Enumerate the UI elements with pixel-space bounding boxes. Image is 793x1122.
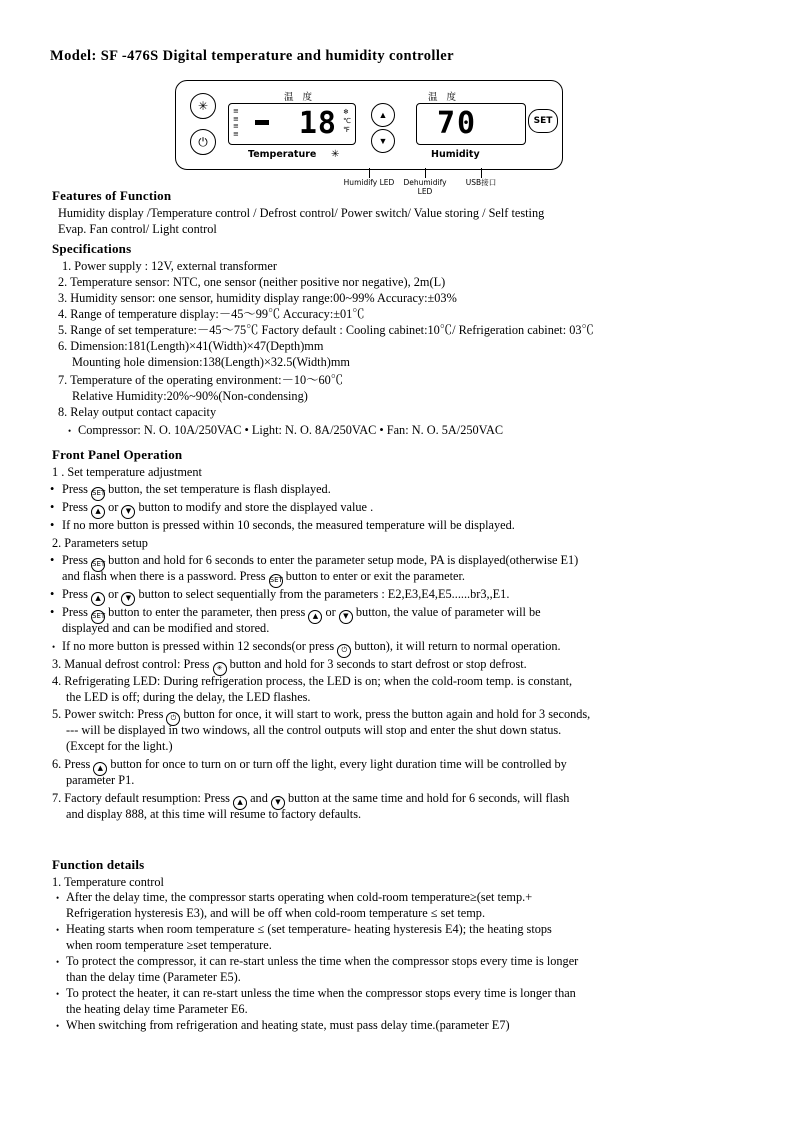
device-callouts <box>175 172 565 202</box>
front-panel-heading: Front Panel Operation <box>52 447 183 462</box>
fp-7-pre: 7. Factory default resumption: Press <box>52 791 230 805</box>
down-arrow-icon: ▼ <box>271 796 285 810</box>
fp-1-1-post: button, the set temperature is flash displayed. <box>108 482 331 496</box>
spec-item-1: 1. Power supply : 12V, external transformer <box>62 259 277 273</box>
fp-2-4-pre: If no more button is pressed within 12 seconds(or press <box>62 639 335 653</box>
defrost-snow-icon[interactable]: ✳ <box>190 93 216 119</box>
fd-bullet-4-line1: • To protect the heater, it can re-start unless the time when the compressor stops every time is longer than <box>66 986 576 1002</box>
humidity-value: 70 <box>437 106 478 141</box>
spec-item-3: 3. Humidity sensor: one sensor, humidity display range:00~99% Accuracy:±03% <box>58 291 457 305</box>
fp-2-2-pre: Press <box>62 587 88 601</box>
fp-3-pre: 3. Manual defrost control: Press <box>52 657 210 671</box>
down-arrow-icon: ▼ <box>121 592 135 606</box>
fahrenheit-unit-icon: ℉ <box>343 126 350 134</box>
callout-lead-1 <box>369 168 370 178</box>
fp-2-2-mid: or <box>108 587 119 601</box>
fp-item-2-bullet-4 <box>62 639 561 658</box>
fp-7-mid: and <box>250 791 268 805</box>
down-arrow-button[interactable]: ▼ <box>371 129 395 153</box>
fp-item-5-line2: --- will be displayed in two windows, all the control outputs will stop and enter the shut down status. <box>66 723 562 737</box>
fp-1-1-pre: Press <box>62 482 88 496</box>
fp-6-pre: 6. Press <box>52 757 91 771</box>
fp-2-1-l2a: and flash when there is a password. Press <box>62 569 266 583</box>
device-panel <box>175 80 563 170</box>
power-icon[interactable]: ⏻ <box>190 129 216 155</box>
fp-2-3-pre: Press <box>62 605 88 619</box>
callout-humidify-led: Humidify LED <box>343 178 395 187</box>
down-arrow-icon: ▼ <box>339 610 353 624</box>
up-arrow-icon: ▲ <box>91 592 105 606</box>
defrost-panel-icon: ✳ <box>331 149 340 160</box>
set-button-icon: SET <box>91 558 105 572</box>
features-line-2: Evap. Fan control/ Light control <box>58 222 217 236</box>
callout-lead-3 <box>481 168 482 178</box>
page-title: Model: SF -476S Digital temperature and humidity controller <box>50 48 454 64</box>
fp-3-post: button and hold for 3 seconds to start defrost or stop defrost. <box>229 657 527 671</box>
minus-sign-indicator <box>255 120 269 125</box>
set-button-icon: SET <box>269 574 283 588</box>
humidity-label-chinese-text: 温 度 <box>428 92 460 103</box>
set-button-icon: SET <box>91 487 105 501</box>
fp-2-2-post: button to select sequentially from the parameters : E2,E3,E4,E5......br3,,E1. <box>138 587 510 601</box>
fp-item-4-line2: the LED is off; during the delay, the LED flashes. <box>66 690 311 704</box>
fp-1-2-mid: or <box>108 500 119 514</box>
temperature-unit-icons <box>343 108 351 135</box>
fd-bullet-4-line2: the heating delay time Parameter E6. <box>66 1002 248 1016</box>
set-button-icon: SET <box>91 610 105 624</box>
spec-item-6-sub: Mounting hole dimension:138(Length)×32.5(Width)mm <box>72 355 350 369</box>
set-button[interactable]: SET <box>528 109 558 133</box>
up-arrow-button[interactable]: ▲ <box>371 103 395 127</box>
humidity-display <box>416 103 526 145</box>
temperature-caption: Temperature <box>248 149 317 160</box>
function-details-heading: Function details <box>52 857 145 872</box>
fd-bullet-3-line2: than the delay time (Parameter E5). <box>66 970 241 984</box>
fp-2-1-post: button and hold for 6 seconds to enter the parameter setup mode, PA is displayed(otherwise E1) <box>108 553 579 567</box>
spec-item-7: 7. Temperature of the operating environment:－10～60℃ <box>58 373 344 387</box>
fd-bullet-3-line1: • To protect the compressor, it can re-start unless the time when the compressor stops every time is longer <box>66 954 578 970</box>
defrost-snow-icon: ✳ <box>213 662 227 676</box>
callout-usb-port: USB接口 <box>465 178 497 187</box>
spec-item-6: 6. Dimension:181(Length)×41(Width)×47(Depth)mm <box>58 339 324 353</box>
fp-1-2-pre: Press <box>62 500 88 514</box>
fd-bullet-2-line2: when room temperature ≥set temperature. <box>66 938 272 952</box>
fp-item-1-title: 1 . Set temperature adjustment <box>52 465 202 479</box>
temperature-display <box>228 103 356 145</box>
spec-item-7-sub: Relative Humidity:20%~90%(Non-condensing) <box>72 389 308 403</box>
fp-item-2-title: 2. Parameters setup <box>52 536 148 550</box>
celsius-unit-icon: ℃ <box>343 117 351 125</box>
function-details-sub: 1. Temperature control <box>52 875 164 889</box>
spec-item-4: 4. Range of temperature display:－45～99℃ Accuracy:±01℃ <box>58 307 365 321</box>
fp-5-post: button for once, it will start to work, press the button again and hold for 3 seconds, <box>183 707 591 721</box>
power-icon: ⏻ <box>166 712 180 726</box>
spec-item-8: 8. Relay output contact capacity <box>58 405 217 419</box>
specifications-heading: Specifications <box>52 241 132 256</box>
fp-item-1-bullet-2 <box>62 500 373 519</box>
fp-2-1-pre: Press <box>62 553 88 567</box>
up-arrow-icon: ▲ <box>308 610 322 624</box>
power-icon: ⏻ <box>337 644 351 658</box>
spec-item-5: 5. Range of set temperature:－45～75℃ Factory default : Cooling cabinet:10℃/ Refrigeration cabinet: 03℃ <box>58 323 594 337</box>
device-illustration <box>175 80 565 196</box>
device-left-buttons <box>190 93 220 155</box>
fp-1-2-post: button to modify and store the displayed value . <box>138 500 374 514</box>
callout-dehumidify-led: Dehumidify LED <box>403 178 447 196</box>
fp-2-3-mid2: or <box>325 605 336 619</box>
fp-2-3-post: button, the value of parameter will be <box>355 605 541 619</box>
fd-bullet-1-line1: • After the delay time, the compressor starts operating when cold-room temperature≥(set temp.+ <box>66 890 532 906</box>
fp-2-1-l2b: button to enter or exit the parameter. <box>285 569 465 583</box>
up-arrow-icon: ▲ <box>91 505 105 519</box>
fp-item-1-bullet-1 <box>62 482 331 501</box>
temperature-label-chinese-text: 温 度 <box>284 92 316 103</box>
fp-item-4-line1: 4. Refrigerating LED: During refrigeration process, the LED is on; when the cold-room temp. is constant, <box>52 674 573 688</box>
fp-item-1-bullet-3: • If no more button is pressed within 10 seconds, the measured temperature will be displayed. <box>62 518 515 534</box>
fp-7-post: button at the same time and hold for 6 seconds, will flash <box>288 791 570 805</box>
up-arrow-icon: ▲ <box>93 762 107 776</box>
fp-item-2-bullet-3-line2: displayed and can be modified and stored. <box>62 621 270 635</box>
up-arrow-icon: ▲ <box>233 796 247 810</box>
fp-item-5-line3: (Except for the light.) <box>66 739 173 753</box>
fd-bullet-1-line2: Refrigeration hysteresis E3), and will be off when cold-room temperature ≤ set temp. <box>66 906 486 920</box>
fd-bullet-2-line1: • Heating starts when room temperature ≤ (set temperature- heating hysteresis E4); the heating stops <box>66 922 552 938</box>
humidity-caption: Humidity <box>431 149 480 160</box>
fd-bullet-5: • When switching from refrigeration and heating state, must pass delay time.(parameter E7) <box>66 1018 510 1034</box>
fp-item-2-bullet-1-line2 <box>62 569 465 588</box>
status-indicator-icons: ≡ ≡ ≡ ≡ <box>233 107 239 138</box>
features-line-1: Humidity display /Temperature control / Defrost control/ Power switch/ Value storing / Self testing <box>58 206 545 220</box>
spec-relay-line: • Compressor: N. O. 10A/250VAC • Light: N. O. 8A/250VAC • Fan: N. O. 5A/250VAC <box>78 423 503 439</box>
snow-unit-icon: ❄ <box>343 108 349 116</box>
fp-2-4-post: button), it will return to normal operation. <box>354 639 561 653</box>
fp-item-2-bullet-2 <box>62 587 509 606</box>
fp-6-post: button for once to turn on or turn off the light, every light duration time will be controlled by <box>110 757 567 771</box>
spec-item-2: 2. Temperature sensor: NTC, one sensor (neither positive nor negative), 2m(L) <box>58 275 446 289</box>
fp-5-pre: 5. Power switch: Press <box>52 707 164 721</box>
features-heading: Features of Function <box>52 188 172 203</box>
fp-2-3-mid1: button to enter the parameter, then press <box>108 605 306 619</box>
temperature-value: 18 <box>298 106 337 141</box>
down-arrow-icon: ▼ <box>121 505 135 519</box>
fp-item-7-line2: and display 888, at this time will resume to factory defaults. <box>66 807 362 821</box>
callout-lead-2 <box>425 168 426 178</box>
fp-item-6-line2: parameter P1. <box>66 773 135 787</box>
